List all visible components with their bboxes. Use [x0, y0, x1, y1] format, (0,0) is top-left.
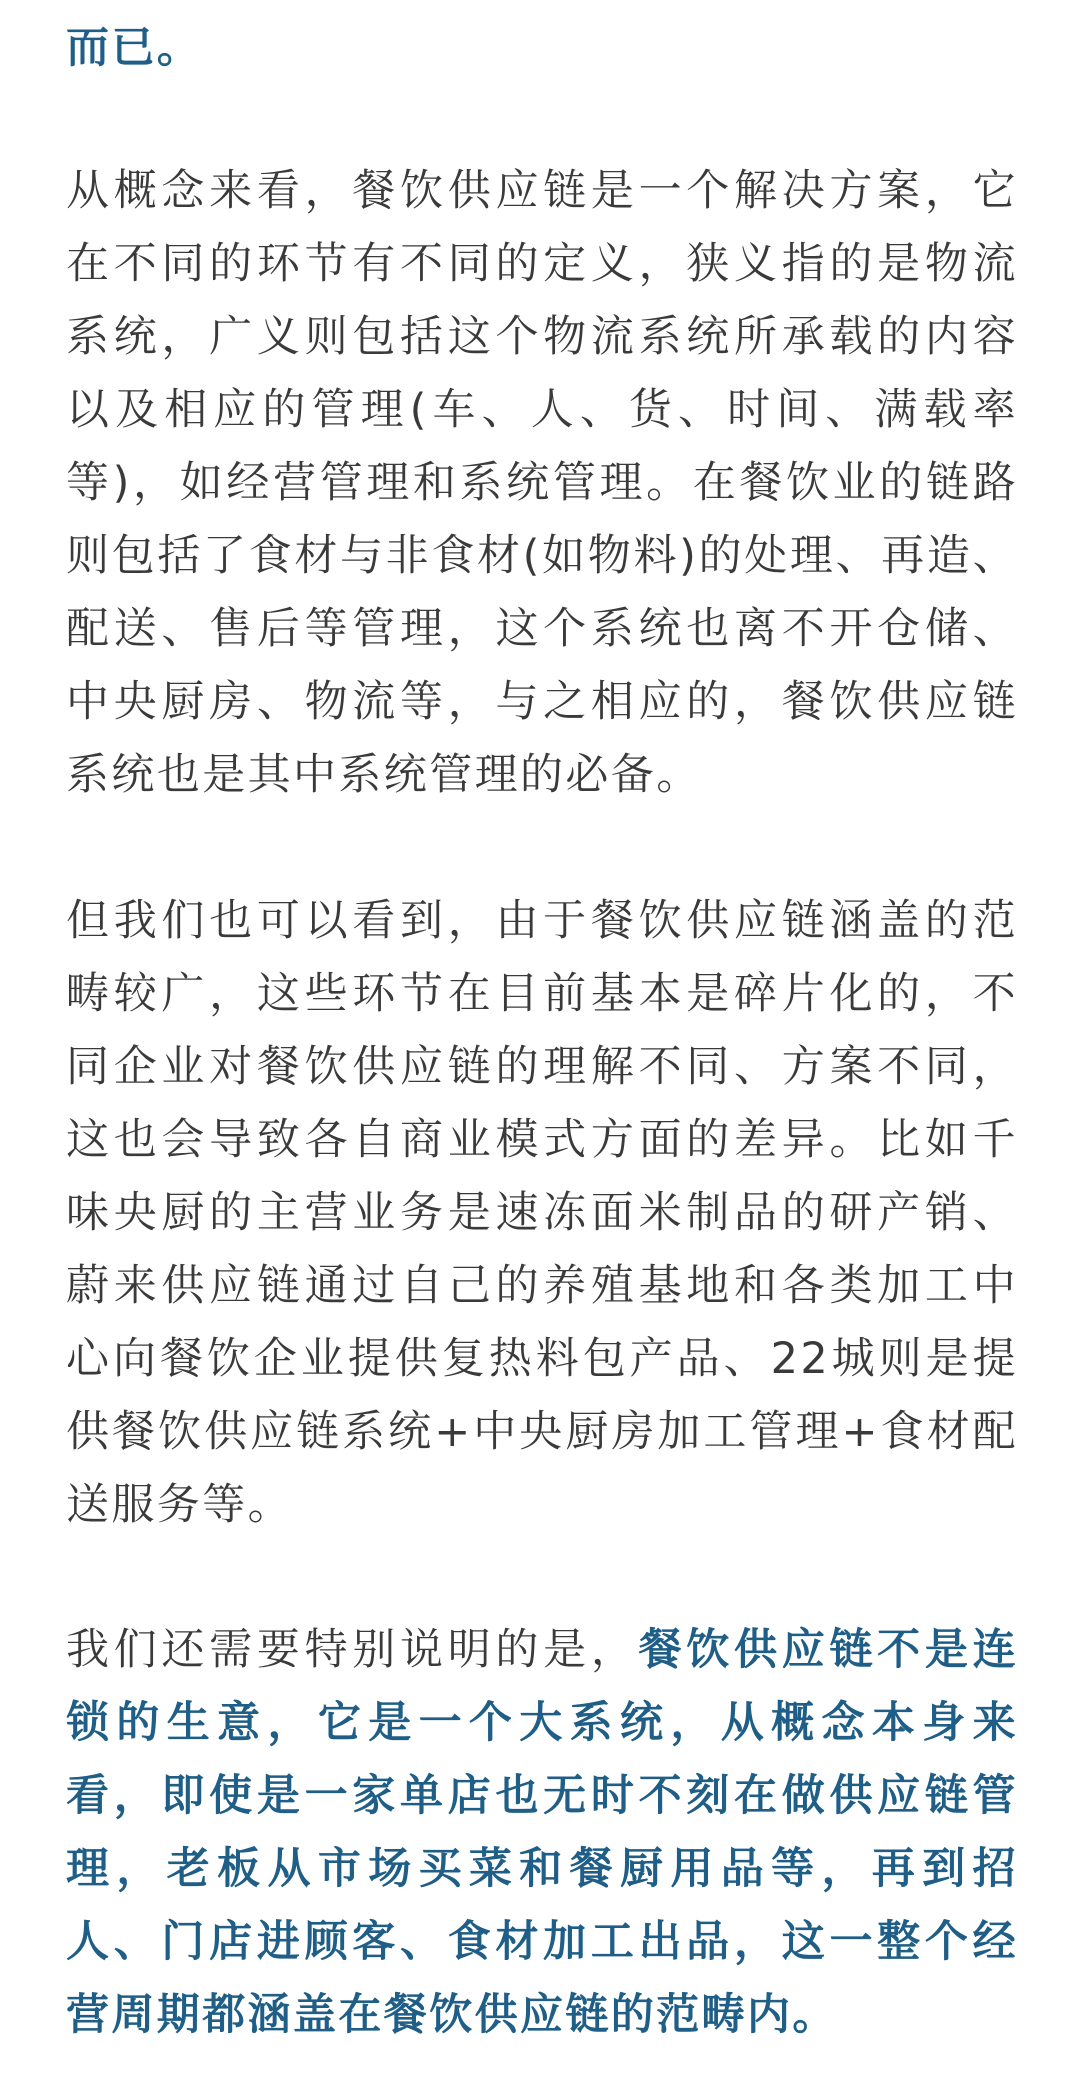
paragraph-concept: 从概念来看，餐饮供应链是一个解决方案，它在不同的环节有不同的定义，狭义指的是物流系统，广义则包括这个物流系统所承载的内容以及相应的管理(车、人、货、时间、满载率等)，如经营管理和系统管理。在餐饮业的链路则包括了食材与非食材(如物料)的处理、再造、配送、售后等管理，这个系统也离不开仓储、中央厨房、物流等，与之相应的，餐饮供应链系统也是其中系统管理的必备。: [66, 166, 1018, 800]
paragraph-system-highlight: 餐饮供应链不是连锁的生意，它是一个大系统，从概念本身来看，即使是一家单店也无时不刻在做供应链管理，老板从市场买菜和餐厨用品等，再到招人、门店进顾客、食材加工出品，这一整个经营周期都涵盖在餐饮供应链的范畴内。: [66, 1625, 1018, 2040]
paragraph-system-intro: 我们还需要特别说明的是，: [66, 1625, 639, 1675]
paragraph-scope: 但我们也可以看到，由于餐饮供应链涵盖的范畴较广，这些环节在目前基本是碎片化的，不同企业对餐饮供应链的理解不同、方案不同，这也会导致各自商业模式方面的差异。比如千味央厨的主营业务是速冻面米制品的研产销、蔚来供应链通过自己的养殖基地和各类加工中心向餐饮企业提供复热料包产品、22城则是提供餐饮供应链系统+中央厨房加工管理+食材配送服务等。: [66, 896, 1018, 1530]
paragraph-system: [66, 1614, 1018, 2052]
lead-fragment: 而已。: [66, 23, 203, 73]
